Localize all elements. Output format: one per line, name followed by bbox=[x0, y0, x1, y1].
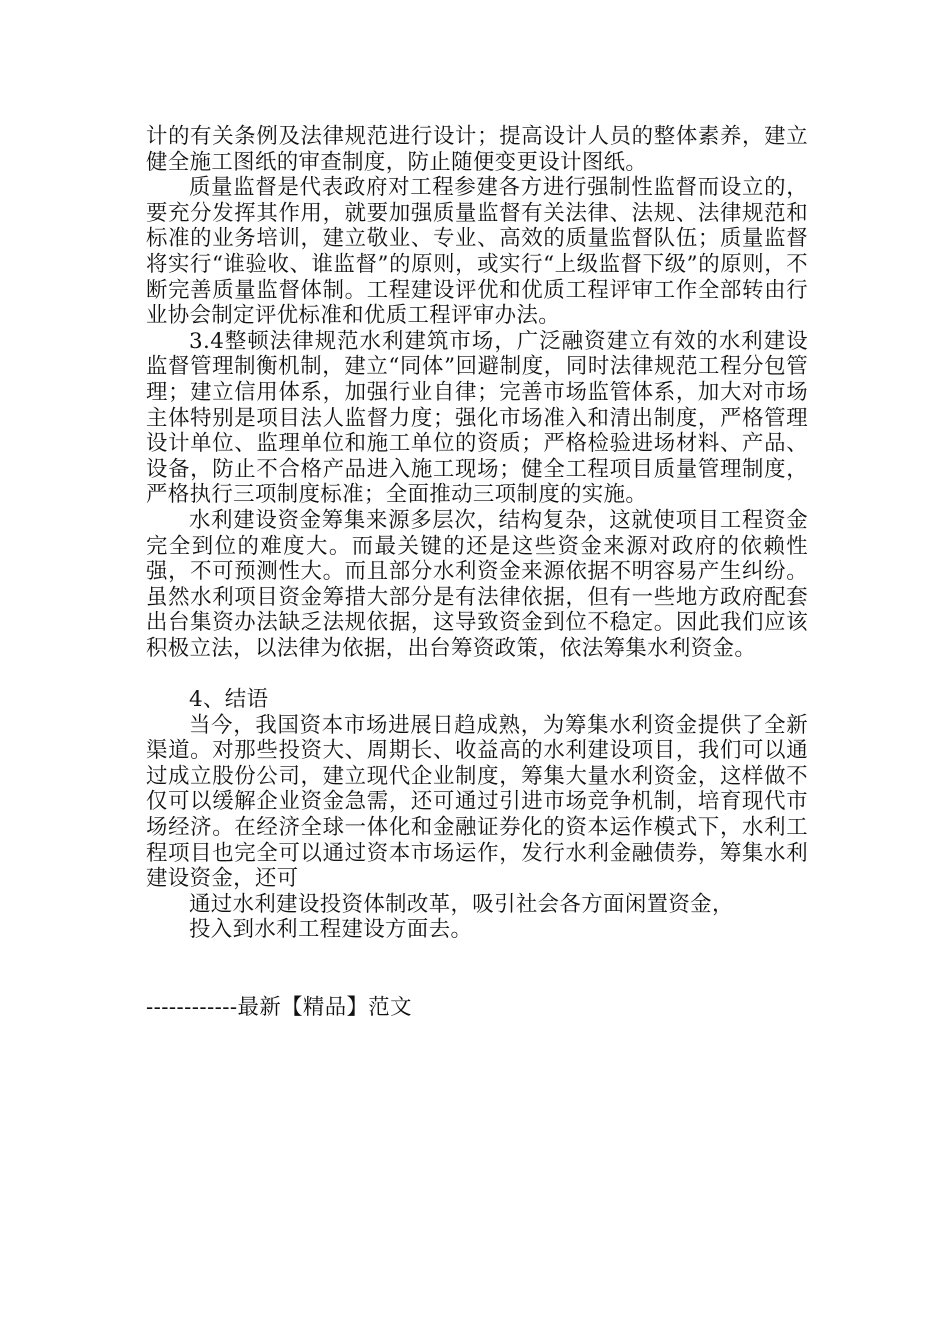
paragraph-funding-sources: 水利建设资金筹集来源多层次，结构复杂，这就使项目工程资金完全到位的难度大。而最关键的还是这些资金来源对政府的依赖性强，不可预测性大。而且部分水利资金来源依据不明容易产生纠纷。虽然水利项目资金筹措大部分是有法律依据，但有一些地方政府配套出台集资办法缺乏法规依据，这导致资金到位不稳定。因此我们应该积极立法，以法律为依据，出台筹资政策，依法筹集水利资金。 bbox=[146, 507, 808, 661]
paragraph-design-continued: 计的有关条例及法律规范进行设计；提高设计人员的整体素养，建立健全施工图纸的审查制度，防止随便变更设计图纸。 bbox=[146, 124, 808, 175]
paragraph-closing-line: 投入到水利工程建设方面去。 bbox=[189, 917, 473, 943]
paragraph-gap bbox=[146, 661, 808, 687]
section-heading-conclusion: 4、结语 bbox=[189, 687, 269, 713]
paragraph-market-regulation: 3.4整顿法律规范水利建筑市场，广泛融资建立有效的水利建设监督管理制衡机制，建立“同体”回避制度，同时法律规范工程分包管理；建立信用体系，加强行业自律；完善市场监管体系，加大对市场主体特别是项目法人监督力度；强化市场准入和清出制度，严格管理设计单位、监理单位和施工单位的资质；严格检验进场材料、产品、设备，防止不合格产品进入施工现场；健全工程项目质量管理制度，严格执行三项制度标准；全面推动三项制度的实施。 bbox=[146, 328, 808, 508]
paragraph-quality-supervision: 质量监督是代表政府对工程参建各方进行强制性监督而设立的，要充分发挥其作用，就要加强质量监督有关法律、法规、法律规范和标准的业务培训，建立敬业、专业、高效的质量监督队伍；质量监督将实行“谁验收、谁监督”的原则，或实行“上级监督下级”的原则，不断完善质量监督体制。工程建设评优和优质工程评审工作全部转由行业协会制定评优标准和优质工程评审办法。 bbox=[146, 175, 808, 329]
document-body bbox=[146, 124, 808, 943]
paragraph-conclusion: 当今，我国资本市场进展日趋成熟，为筹集水利资金提供了全新渠道。对那些投资大、周期长、收益高的水利建设项目，我们可以通过成立股份公司，建立现代企业制度，筹集大量水利资金，这样做不仅可以缓解企业资金急需，还可通过引进市场竞争机制，培育现代市场经济。在经济全球一体化和金融证券化的资本运作模式下，水利工程项目也完全可以通过资本市场运作，发行水利金融债券，筹集水利建设资金，还可 bbox=[146, 712, 808, 892]
paragraph-investment-reform: 通过水利建设投资体制改革，吸引社会各方面闲置资金， bbox=[189, 891, 734, 917]
footer-label: ------------最新【精品】范文 bbox=[146, 995, 412, 1020]
